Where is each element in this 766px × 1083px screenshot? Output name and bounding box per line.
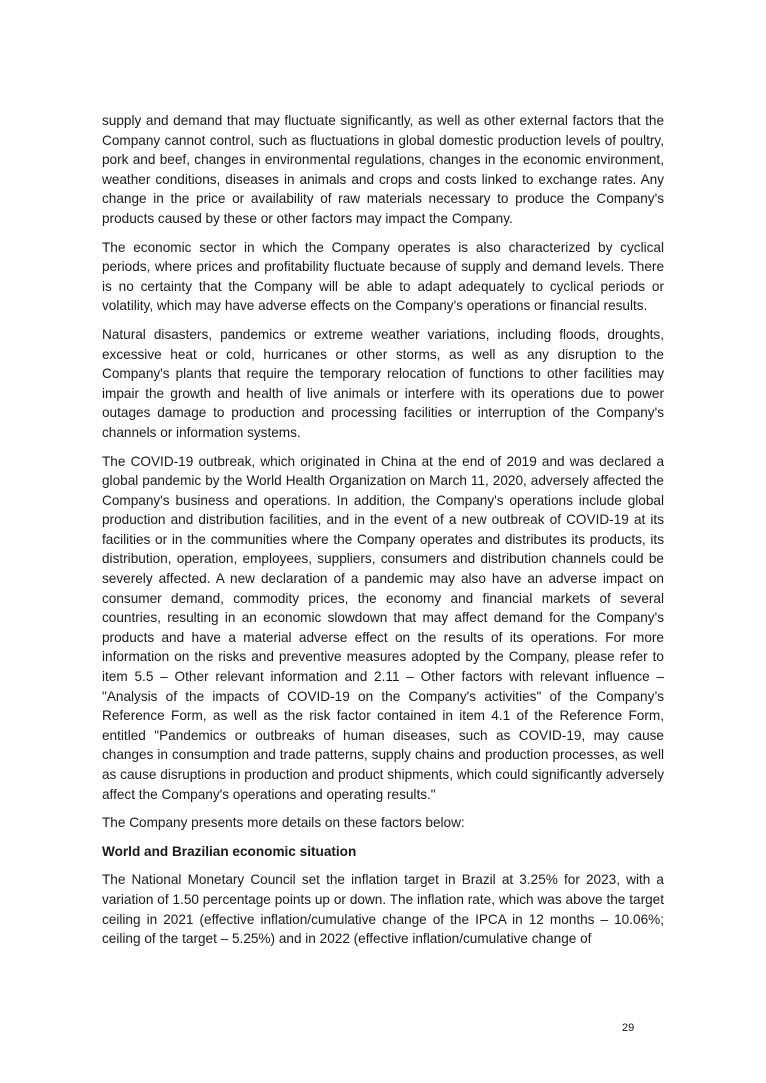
paragraph-natural-disasters: Natural disasters, pandemics or extreme weather variations, including floods, droughts, excessive heat or cold, hurricanes or other storms, as well as any disruption to the Company's plants that require the temporary relocation of functions to other facilities may impair the growth and health of live animals or interfere with its operations due to power outages damage to production and processing facilities or interruption of the Company's channels or information systems.: [102, 326, 664, 440]
document-page: [102, 111, 664, 958]
paragraph-covid-19: The COVID-19 outbreak, which originated in China at the end of 2019 and was declared a global pandemic by the World Health Organization on March 11, 2020, adversely affected the Company's business and operations. In addition, the Company's operations include global production and distribution facilities, and in the event of a new outbreak of COVID-19 at its facilities or in the communities where the Company operates and distributes its products, its distribution, operation, employees, suppliers, consumers and distribution channels could be severely affected. A new declaration of a pandemic may also have an adverse impact on consumer demand, commodity prices, the economy and financial markets of several countries, resulting in an economic slowdown that may affect demand for the Company's products and have a material adverse effect on the results of its operations. For more information on the risks and preventive measures adopted by the Company, please refer to item 5.5 – Other relevant information and 2.11 – Other factors with relevant influence – "Analysis of the impacts of COVID-19 on the Company's activities" of the Company’s Reference Form, as well as the risk factor contained in item 4.1 of the Reference Form, entitled "Pandemics or outbreaks of human diseases, such as COVID-19, may cause changes in consumption and trade patterns, supply chains and production processes, as well as cause disruptions in production and product shipments, which could significantly adversely affect the Company's operations and operating results.": [102, 453, 664, 802]
page-number: 29: [622, 1022, 635, 1034]
paragraph-cyclical-periods: The economic sector in which the Company operates is also characterized by cyclical periods, where prices and profitability fluctuate because of supply and demand levels. There is no certainty that the Company will be able to adapt adequately to cyclical periods or volatility, which may have adverse effects on the Company's operations or financial results.: [102, 239, 664, 314]
paragraph-details-intro: The Company presents more details on these factors below:: [102, 815, 465, 831]
paragraph-inflation-target: The National Monetary Council set the inflation target in Brazil at 3.25% for 2023, with a variation of 1.50 percentage points up or down. The inflation rate, which was above the target ceiling in 2021 (effective inflation/cumulative change of the IPCA in 12 months – 10.06%; ceiling of the target – 5.25%) and in 2022 (effective inflation/cumulative change of: [102, 872, 664, 947]
section-heading: World and Brazilian economic situation: [102, 843, 357, 859]
paragraph-raw-materials: supply and demand that may fluctuate significantly, as well as other external factors that the Company cannot control, such as fluctuations in global domestic production levels of poultry, pork and beef, changes in environmental regulations, changes in the economic environment, weather conditions, diseases in animals and crops and costs linked to exchange rates. Any change in the price or availability of raw materials necessary to produce the Company's products caused by these or other factors may impact the Company.: [102, 113, 664, 226]
